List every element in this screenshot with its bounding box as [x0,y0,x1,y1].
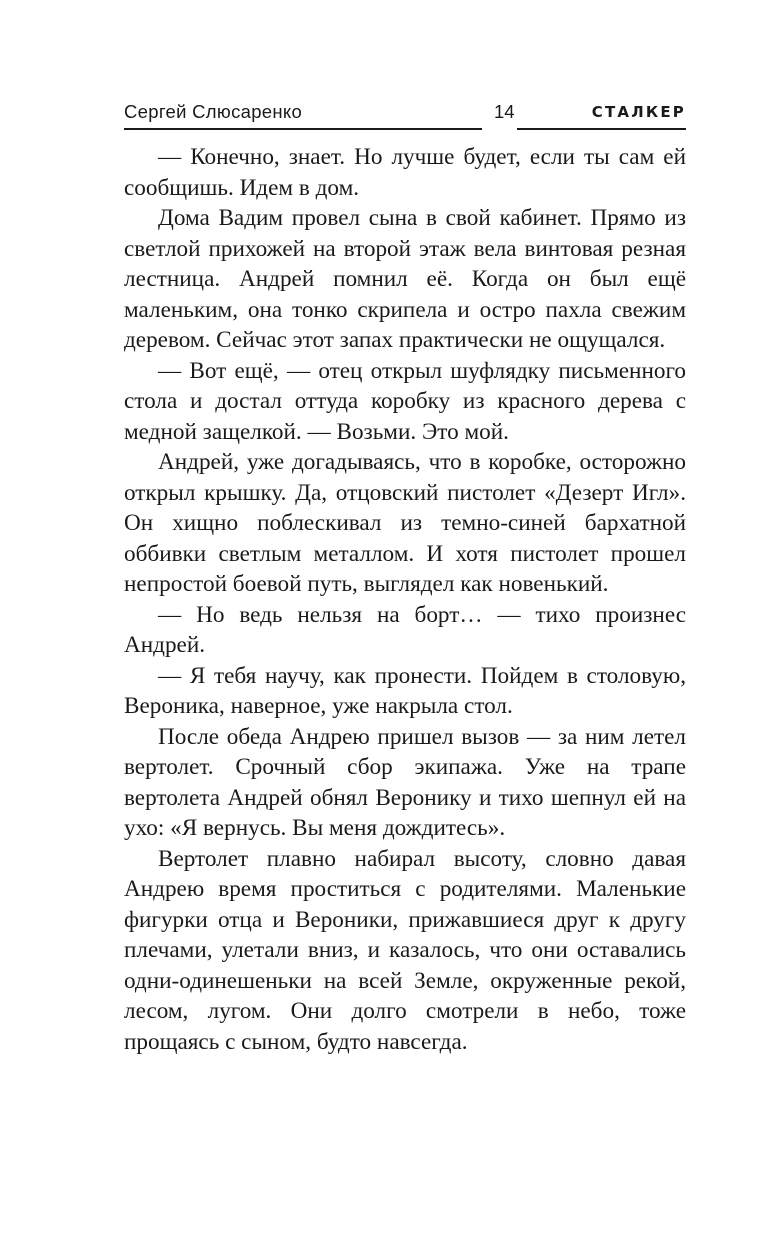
page-body-text [124,142,686,1057]
paragraph: Дома Вадим провел сына в свой кабинет. Прямо из светлой прихожей на второй этаж вела винтовая резная лестница. Андрей помнил её. Когда он был ещё маленьким, она тонко скрипела и остро пахла свежим деревом. Сейчас этот запах практически не ощущался. [124,205,686,353]
paragraph: — Я тебя научу, как пронести. Пойдем в столовую, Вероника, наверное, уже накрыла стол. [124,662,686,719]
paragraph: — Конечно, знает. Но лучше будет, если ты сам ей сообщишь. Идем в дом. [124,144,686,201]
header-rule-left [124,128,482,130]
paragraph: Андрей, уже догадываясь, что в коробке, осторожно открыл крышку. Да, отцовский пистолет «Дезерт Игл». Он хищно поблескивал из темно-синей бархатной оббивки светлым металлом. И хотя пистолет прошел непростой боевой путь, выглядел как новенький. [124,449,686,597]
series-title: СТАЛКЕР [591,103,686,121]
paragraph: Вертолет плавно набирал высоту, словно давая Андрею время проститься с родителями. Маленькие фигурки отца и Вероники, прижавшиеся друг к другу плечами, улетали вниз, и казалось, что они оставались одни-одинешеньки на всей Земле, окруженные рекой, лесом, лугом. Они долго смотрели в небо, тоже прощаясь с сыном, будто навсегда. [124,845,686,1055]
paragraph: — Но ведь нельзя на борт… — тихо произнес Андрей. [124,601,686,658]
running-header [124,100,686,132]
paragraph: После обеда Андрею пришел вызов — за ним летел вертолет. Срочный сбор экипажа. Уже на трапе вертолета Андрей обнял Веронику и тихо шепнул ей на ухо: «Я вернусь. Вы меня дождитесь». [124,723,686,841]
page-number: 14 [494,101,515,122]
paragraph: — Вот ещё, — отец открыл шуфлядку письменного стола и достал оттуда коробку из красного дерева с медной защелкой. — Возьми. Это мой. [124,357,686,445]
author-name: Сергей Слюсаренко [124,101,303,122]
header-rule-right [517,128,686,130]
